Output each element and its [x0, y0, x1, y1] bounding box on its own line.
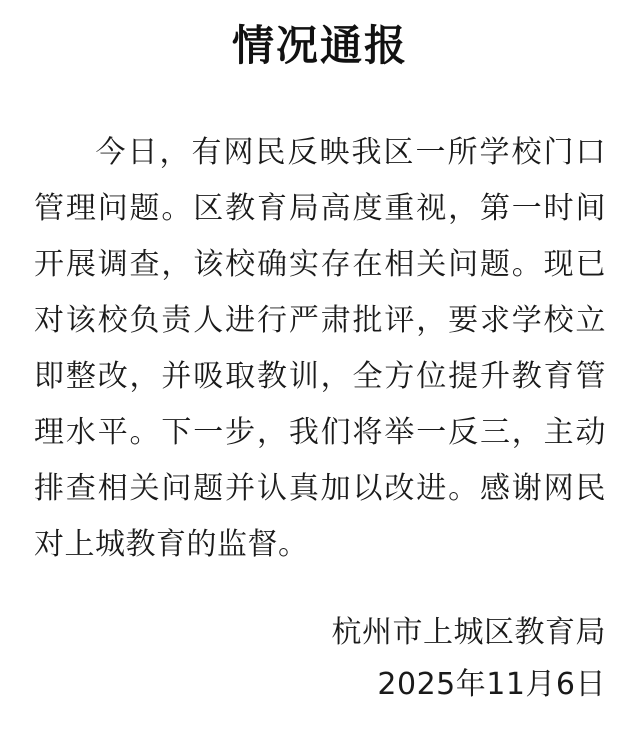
page-title: 情况通报 — [231, 21, 408, 70]
signature-issuer: 杭州市上城区教育局 — [331, 614, 606, 650]
signature-date: 2025年11月6日 — [377, 666, 606, 702]
signature-block — [34, 607, 606, 711]
paragraph-text: 今日，有网民反映我区一所学校门口管理问题。区教育局高度重视，第一时间开展调查，该校确实存在相关问题。现已对该校负责人进行严肃批评，要求学校立即整改，并吸取教训，全方位提升教育管理水平。下一步，我们将举一反三，主动排查相关问题并认真加以改进。感谢网民对上城教育的监督。 — [34, 134, 606, 562]
notice-paragraph — [34, 125, 606, 573]
